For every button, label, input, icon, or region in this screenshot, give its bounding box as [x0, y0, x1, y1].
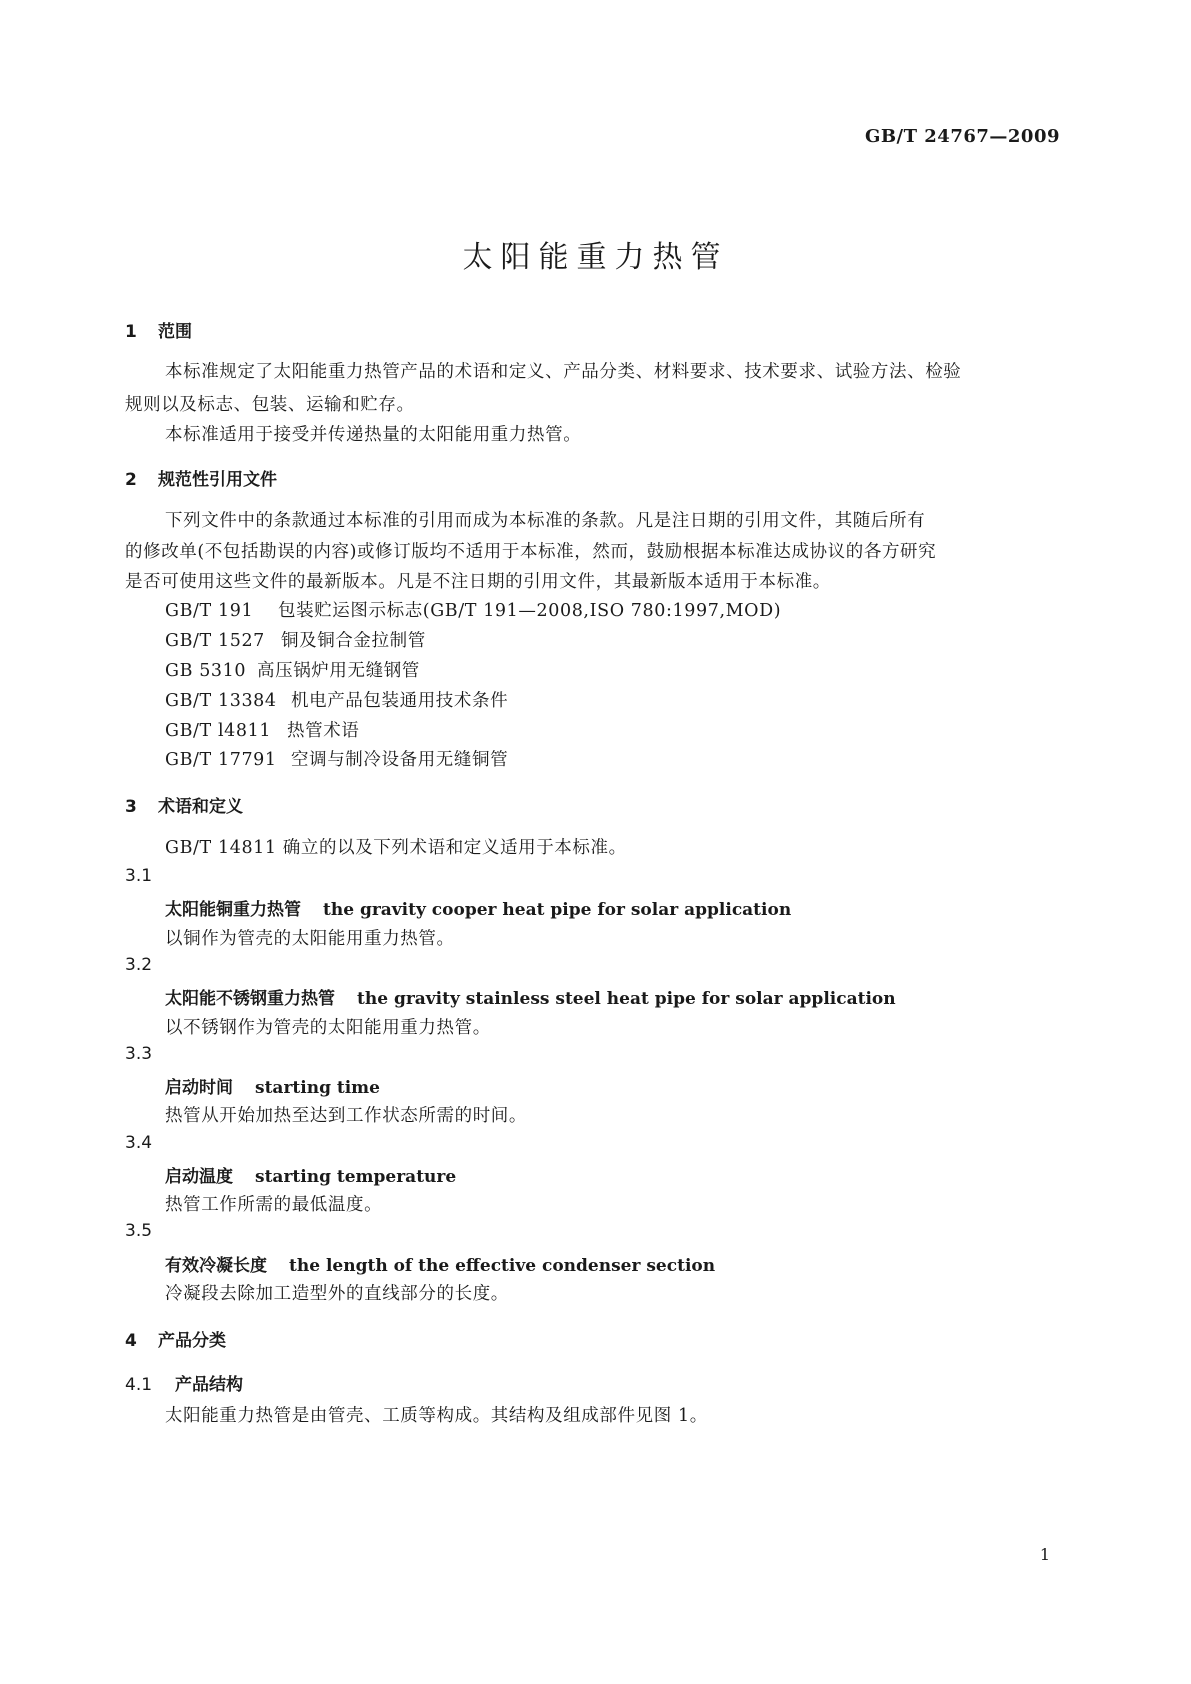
term-heading — [165, 984, 896, 1009]
section-title: 规范性引用文件 — [158, 470, 277, 490]
reference-item — [165, 657, 420, 682]
term-zh: 太阳能不锈钢重力热管 — [165, 989, 335, 1009]
term-definition: 冷凝段去除加工造型外的直线部分的长度。 — [165, 1284, 509, 1304]
subsection-title: 产品结构 — [175, 1375, 243, 1395]
term-definition: 以铜作为管壳的太阳能用重力热管。 — [165, 929, 455, 949]
reference-title: 空调与制冷设备用无缝铜管 — [291, 750, 509, 770]
section-number: 3 — [125, 797, 137, 817]
reference-title: 高压锅炉用无缝钢管 — [257, 661, 420, 681]
section-title: 范围 — [158, 322, 192, 342]
reference-item — [165, 717, 359, 742]
term-heading — [165, 895, 791, 920]
term-en: starting time — [255, 1078, 380, 1098]
reference-code: GB 5310 — [165, 661, 247, 681]
reference-title: 机电产品包装通用技术条件 — [291, 691, 509, 711]
term-en: starting temperature — [255, 1167, 457, 1187]
section-1-heading — [125, 317, 192, 342]
paragraph-line: 本标准规定了太阳能重力热管产品的术语和定义、产品分类、材料要求、技术要求、试验方法、检验 — [165, 362, 962, 382]
term-number: 3.3 — [125, 1044, 153, 1064]
paragraph-line: 太阳能重力热管是由管壳、工质等构成。其结构及组成部件见图 1。 — [165, 1406, 708, 1426]
reference-code: GB/T 13384 — [165, 691, 277, 711]
reference-item — [165, 687, 508, 712]
paragraph-line: 本标准适用于接受并传递热量的太阳能用重力热管。 — [165, 425, 582, 445]
term-heading — [165, 1162, 456, 1187]
section-2-heading — [125, 465, 277, 490]
section-3-heading — [125, 792, 243, 817]
reference-title: 热管术语 — [287, 721, 360, 741]
term-definition: 以不锈钢作为管壳的太阳能用重力热管。 — [165, 1018, 491, 1038]
paragraph-line: GB/T 14811 确立的以及下列术语和定义适用于本标准。 — [165, 838, 627, 858]
reference-code: GB/T l4811 — [165, 721, 272, 741]
paragraph-line: 是否可使用这些文件的最新版本。凡是不注日期的引用文件，其最新版本适用于本标准。 — [125, 572, 831, 592]
term-zh: 启动时间 — [165, 1078, 233, 1098]
document-title: 太阳能重力热管 — [462, 240, 729, 275]
paragraph-line: 的修改单(不包括勘误的内容)或修订版均不适用于本标准，然而，鼓励根据本标准达成协议的各方研究 — [125, 542, 937, 562]
term-number: 3.5 — [125, 1221, 153, 1241]
term-number: 3.1 — [125, 866, 153, 886]
standard-number: GB/T 24767—2009 — [864, 126, 1060, 147]
paragraph-line: 规则以及标志、包装、运输和贮存。 — [125, 395, 415, 415]
reference-code: GB/T 17791 — [165, 750, 277, 770]
term-en: the length of the effective condenser section — [289, 1256, 716, 1276]
section-title: 产品分类 — [158, 1331, 226, 1351]
reference-code: GB/T 191 — [165, 601, 254, 621]
term-en: the gravity stainless steel heat pipe for solar application — [357, 989, 896, 1009]
reference-code: GB/T 1527 — [165, 631, 265, 651]
subsection-number: 4.1 — [125, 1375, 153, 1395]
reference-item — [165, 746, 508, 771]
section-number: 2 — [125, 470, 137, 490]
term-number: 3.4 — [125, 1133, 153, 1153]
section-4-heading — [125, 1326, 226, 1351]
term-zh: 太阳能铜重力热管 — [165, 900, 301, 920]
page-number: 1 — [1039, 1545, 1050, 1564]
term-heading — [165, 1073, 380, 1098]
reference-title: 包装贮运图示标志(GB/T 191—2008,ISO 780:1997,MOD) — [278, 601, 782, 621]
subsection-4-1-heading — [125, 1370, 243, 1395]
term-definition: 热管从开始加热至达到工作状态所需的时间。 — [165, 1106, 527, 1126]
reference-title: 铜及铜合金拉制管 — [281, 631, 426, 651]
section-title: 术语和定义 — [158, 797, 243, 817]
paragraph-line: 下列文件中的条款通过本标准的引用而成为本标准的条款。凡是注日期的引用文件，其随后所有 — [165, 511, 926, 531]
term-zh: 有效冷凝长度 — [165, 1256, 267, 1276]
term-en: the gravity cooper heat pipe for solar application — [323, 900, 792, 920]
term-number: 3.2 — [125, 955, 153, 975]
term-heading — [165, 1251, 715, 1276]
term-zh: 启动温度 — [165, 1167, 233, 1187]
reference-item — [165, 627, 426, 652]
section-number: 1 — [125, 322, 137, 342]
term-definition: 热管工作所需的最低温度。 — [165, 1195, 383, 1215]
reference-item — [165, 597, 781, 622]
section-number: 4 — [125, 1331, 137, 1351]
